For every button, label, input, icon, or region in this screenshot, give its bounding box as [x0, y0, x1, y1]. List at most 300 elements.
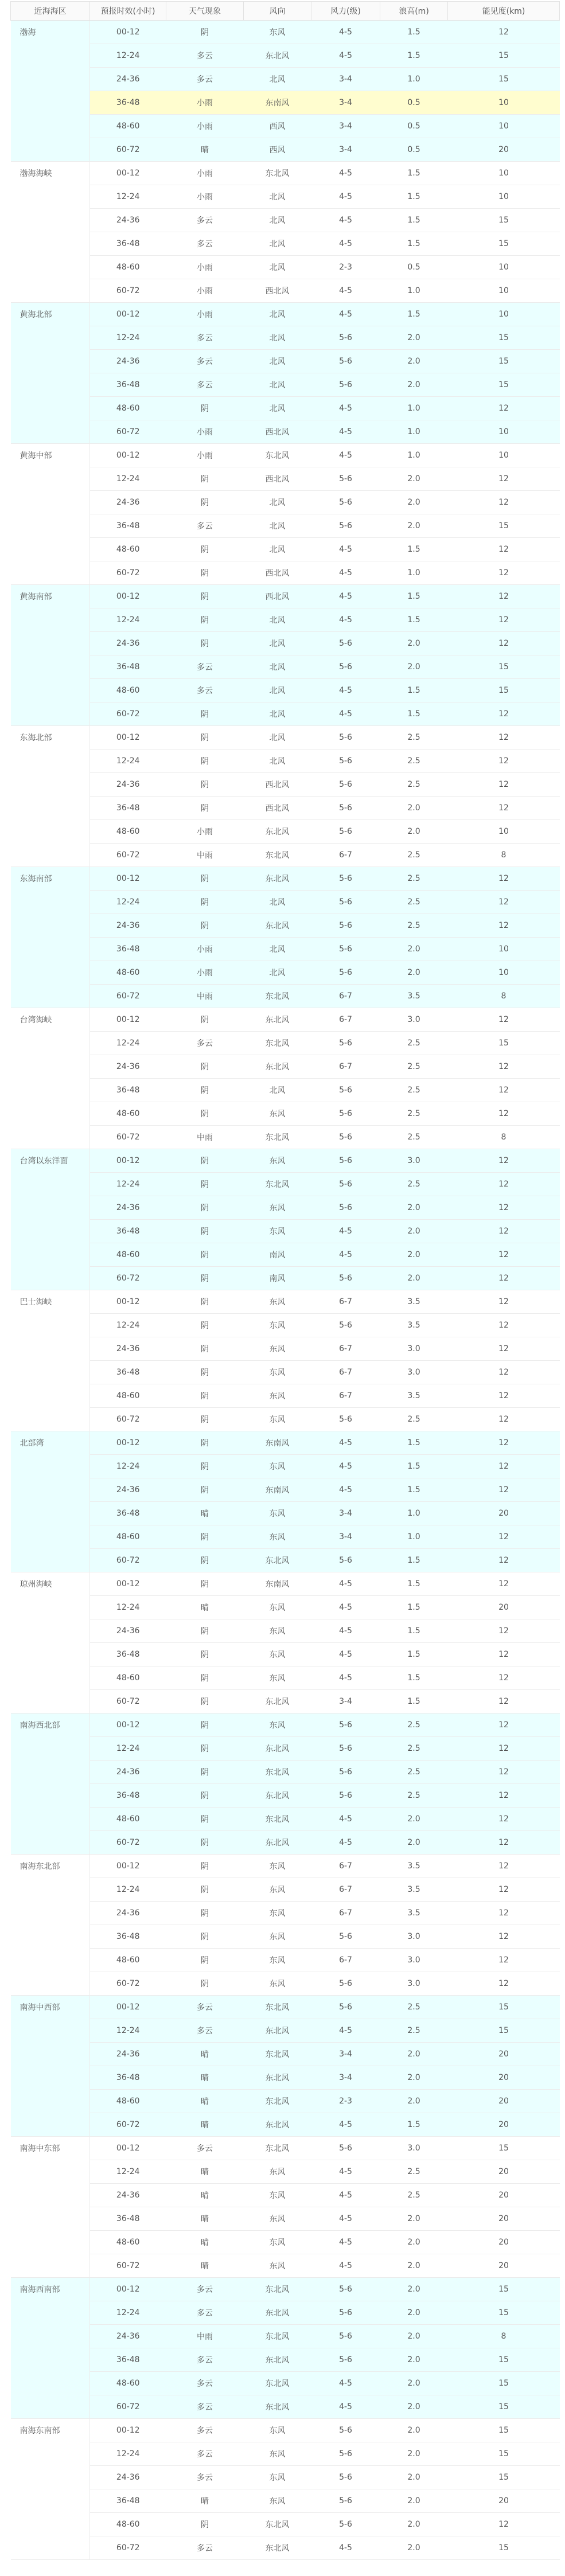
weather-cell: 阴: [166, 867, 244, 891]
sea-area-cell: 北部湾: [11, 1431, 90, 1572]
forecast-period-cell: 60-72: [90, 2113, 166, 2137]
table-row: [11, 1549, 560, 1572]
weather-cell: 晴: [166, 2254, 244, 2278]
wind-force-cell: 5-6: [311, 1737, 380, 1761]
visibility-cell: 12: [448, 1196, 560, 1220]
wind-force-cell: 5-6: [311, 632, 380, 655]
wind-force-cell: 5-6: [311, 1925, 380, 1949]
header-wind-force: 风力(级): [311, 2, 380, 21]
wind-direction-cell: 东北风: [244, 162, 311, 185]
weather-cell: 阴: [166, 1902, 244, 1925]
table-row: [11, 326, 560, 350]
forecast-period-cell: 12-24: [90, 608, 166, 632]
wind-direction-cell: 北风: [244, 938, 311, 961]
weather-cell: 阴: [166, 491, 244, 514]
forecast-period-cell: 24-36: [90, 2325, 166, 2348]
weather-cell: 多云: [166, 514, 244, 538]
wind-direction-cell: 东风: [244, 1314, 311, 1337]
wind-direction-cell: 北风: [244, 326, 311, 350]
weather-cell: 多云: [166, 2466, 244, 2489]
visibility-cell: 12: [448, 1972, 560, 1996]
wind-direction-cell: 东北风: [244, 2043, 311, 2066]
wave-height-cell: 1.5: [380, 209, 448, 232]
forecast-period-cell: 48-60: [90, 1666, 166, 1690]
visibility-cell: 15: [448, 2419, 560, 2442]
visibility-cell: 12: [448, 726, 560, 750]
table-row: [11, 2325, 560, 2348]
forecast-period-cell: 24-36: [90, 2043, 166, 2066]
table-row: [11, 1149, 560, 1173]
forecast-period-cell: 00-12: [90, 162, 166, 185]
table-row: [11, 1455, 560, 1478]
wind-force-cell: 5-6: [311, 2442, 380, 2466]
visibility-cell: 12: [448, 750, 560, 773]
weather-cell: 阴: [166, 1173, 244, 1196]
wind-force-cell: 5-6: [311, 1267, 380, 1290]
table-row: [11, 750, 560, 773]
wind-direction-cell: 东风: [244, 1455, 311, 1478]
wind-direction-cell: 西北风: [244, 585, 311, 608]
wave-height-cell: 1.5: [380, 1549, 448, 1572]
wave-height-cell: 3.0: [380, 1949, 448, 1972]
forecast-period-cell: 60-72: [90, 138, 166, 162]
sea-area-cell: 台湾以东洋面: [11, 1149, 90, 1290]
weather-cell: 多云: [166, 2419, 244, 2442]
wind-force-cell: 6-7: [311, 844, 380, 867]
forecast-period-cell: 00-12: [90, 1431, 166, 1455]
weather-cell: 多云: [166, 1996, 244, 2019]
weather-cell: 阴: [166, 1008, 244, 1032]
wave-height-cell: 3.5: [380, 1290, 448, 1314]
table-row: [11, 1079, 560, 1102]
wave-height-cell: 3.5: [380, 1902, 448, 1925]
wind-force-cell: 4-5: [311, 1478, 380, 1502]
forecast-period-cell: 60-72: [90, 279, 166, 303]
wave-height-cell: 2.5: [380, 1996, 448, 2019]
wind-direction-cell: 北风: [244, 256, 311, 279]
table-row: [11, 538, 560, 561]
table-row: [11, 938, 560, 961]
forecast-period-cell: 36-48: [90, 2348, 166, 2372]
forecast-period-cell: 48-60: [90, 2372, 166, 2395]
weather-cell: 多云: [166, 2278, 244, 2301]
wind-force-cell: 3-4: [311, 138, 380, 162]
wind-direction-cell: 西北风: [244, 561, 311, 585]
weather-cell: 阴: [166, 750, 244, 773]
wind-force-cell: 4-5: [311, 44, 380, 68]
wind-force-cell: 5-6: [311, 938, 380, 961]
wind-force-cell: 4-5: [311, 2184, 380, 2207]
weather-cell: 多云: [166, 2019, 244, 2043]
wind-direction-cell: 东北风: [244, 1784, 311, 1808]
forecast-period-cell: 12-24: [90, 1878, 166, 1902]
wind-direction-cell: 东北风: [244, 444, 311, 467]
sea-area-cell: 南海东北部: [11, 1855, 90, 1996]
header-visibility: 能见度(km): [448, 2, 560, 21]
forecast-period-cell: 00-12: [90, 585, 166, 608]
visibility-cell: 15: [448, 2301, 560, 2325]
weather-cell: 阴: [166, 1408, 244, 1431]
wind-force-cell: 4-5: [311, 1572, 380, 1596]
visibility-cell: 12: [448, 1149, 560, 1173]
visibility-cell: 12: [448, 561, 560, 585]
wind-force-cell: 3-4: [311, 115, 380, 138]
forecast-period-cell: 36-48: [90, 655, 166, 679]
wind-direction-cell: 北风: [244, 891, 311, 914]
forecast-period-cell: 60-72: [90, 702, 166, 726]
forecast-period-cell: 36-48: [90, 1925, 166, 1949]
wind-force-cell: 6-7: [311, 1949, 380, 1972]
forecast-period-cell: 12-24: [90, 1455, 166, 1478]
visibility-cell: 15: [448, 2278, 560, 2301]
visibility-cell: 8: [448, 985, 560, 1008]
table-row: [11, 256, 560, 279]
wave-height-cell: 2.0: [380, 938, 448, 961]
sea-area-cell: 南海东南部: [11, 2419, 90, 2560]
header-wave-height: 浪高(m): [380, 2, 448, 21]
wind-force-cell: 5-6: [311, 491, 380, 514]
weather-cell: 小雨: [166, 256, 244, 279]
visibility-cell: 15: [448, 350, 560, 373]
wave-height-cell: 3.0: [380, 1008, 448, 1032]
visibility-cell: 20: [448, 2207, 560, 2231]
weather-cell: 阴: [166, 608, 244, 632]
visibility-cell: 15: [448, 2466, 560, 2489]
wind-force-cell: 4-5: [311, 209, 380, 232]
wind-direction-cell: 东北风: [244, 2301, 311, 2325]
wind-force-cell: 5-6: [311, 2419, 380, 2442]
wave-height-cell: 2.0: [380, 632, 448, 655]
wave-height-cell: 0.5: [380, 91, 448, 115]
table-row: [11, 2395, 560, 2419]
visibility-cell: 12: [448, 1455, 560, 1478]
wind-direction-cell: 北风: [244, 961, 311, 985]
forecast-period-cell: 48-60: [90, 961, 166, 985]
wind-direction-cell: 北风: [244, 679, 311, 702]
table-row: [11, 1502, 560, 1525]
weather-cell: 阴: [166, 1079, 244, 1102]
visibility-cell: 12: [448, 1431, 560, 1455]
wave-height-cell: 1.5: [380, 538, 448, 561]
weather-cell: 阴: [166, 467, 244, 491]
weather-cell: 阴: [166, 1855, 244, 1878]
visibility-cell: 10: [448, 162, 560, 185]
forecast-period-cell: 24-36: [90, 68, 166, 91]
wind-direction-cell: 北风: [244, 514, 311, 538]
table-row: [11, 2278, 560, 2301]
visibility-cell: 10: [448, 115, 560, 138]
forecast-period-cell: 12-24: [90, 2442, 166, 2466]
wind-force-cell: 5-6: [311, 1972, 380, 1996]
forecast-period-cell: 00-12: [90, 2419, 166, 2442]
visibility-cell: 15: [448, 1996, 560, 2019]
table-row: [11, 1784, 560, 1808]
table-row: [11, 1972, 560, 1996]
visibility-cell: 12: [448, 491, 560, 514]
table-row: [11, 373, 560, 397]
forecast-period-cell: 60-72: [90, 1690, 166, 1714]
forecast-period-cell: 00-12: [90, 726, 166, 750]
wave-height-cell: 2.0: [380, 2489, 448, 2513]
wind-force-cell: 3-4: [311, 2066, 380, 2090]
wind-direction-cell: 东风: [244, 1714, 311, 1737]
wind-force-cell: 5-6: [311, 1196, 380, 1220]
table-row: [11, 1337, 560, 1361]
wave-height-cell: 2.5: [380, 1714, 448, 1737]
wind-direction-cell: 东北风: [244, 1173, 311, 1196]
weather-cell: 阴: [166, 1784, 244, 1808]
wind-direction-cell: 东北风: [244, 985, 311, 1008]
weather-cell: 小雨: [166, 91, 244, 115]
table-row: [11, 1619, 560, 1643]
wave-height-cell: 1.5: [380, 162, 448, 185]
wind-force-cell: 4-5: [311, 1643, 380, 1666]
wind-force-cell: 5-6: [311, 1549, 380, 1572]
forecast-period-cell: 00-12: [90, 1855, 166, 1878]
wind-force-cell: 5-6: [311, 467, 380, 491]
weather-cell: 阴: [166, 914, 244, 938]
weather-cell: 晴: [166, 1502, 244, 1525]
table-row: [11, 1008, 560, 1032]
forecast-period-cell: 36-48: [90, 797, 166, 820]
wind-direction-cell: 东风: [244, 1525, 311, 1549]
wind-force-cell: 5-6: [311, 2278, 380, 2301]
forecast-period-cell: 12-24: [90, 185, 166, 209]
wind-direction-cell: 西北风: [244, 420, 311, 444]
forecast-period-cell: 48-60: [90, 2513, 166, 2536]
forecast-period-cell: 00-12: [90, 1996, 166, 2019]
wind-force-cell: 5-6: [311, 750, 380, 773]
wind-direction-cell: 东风: [244, 1596, 311, 1619]
wave-height-cell: 0.5: [380, 138, 448, 162]
wind-direction-cell: 东北风: [244, 844, 311, 867]
wind-force-cell: 4-5: [311, 1431, 380, 1455]
wave-height-cell: 1.0: [380, 561, 448, 585]
wave-height-cell: 1.5: [380, 185, 448, 209]
table-row: [11, 68, 560, 91]
wind-force-cell: 4-5: [311, 679, 380, 702]
visibility-cell: 12: [448, 585, 560, 608]
wind-force-cell: 6-7: [311, 1008, 380, 1032]
weather-cell: 阴: [166, 1055, 244, 1079]
wind-direction-cell: 东北风: [244, 2019, 311, 2043]
weather-cell: 阴: [166, 1666, 244, 1690]
wind-direction-cell: 北风: [244, 491, 311, 514]
wind-force-cell: 4-5: [311, 2536, 380, 2560]
table-row: [11, 679, 560, 702]
visibility-cell: 15: [448, 68, 560, 91]
forecast-period-cell: 48-60: [90, 115, 166, 138]
table-row: [11, 1102, 560, 1126]
wind-force-cell: 3-4: [311, 2043, 380, 2066]
visibility-cell: 12: [448, 1290, 560, 1314]
weather-cell: 多云: [166, 68, 244, 91]
wind-direction-cell: 北风: [244, 702, 311, 726]
visibility-cell: 15: [448, 2348, 560, 2372]
forecast-period-cell: 60-72: [90, 1972, 166, 1996]
wind-force-cell: 5-6: [311, 1173, 380, 1196]
wave-height-cell: 2.0: [380, 2301, 448, 2325]
weather-cell: 阴: [166, 1267, 244, 1290]
wind-force-cell: 4-5: [311, 2231, 380, 2254]
forecast-period-cell: 24-36: [90, 1619, 166, 1643]
wind-direction-cell: 北风: [244, 397, 311, 420]
forecast-period-cell: 60-72: [90, 985, 166, 1008]
wave-height-cell: 3.0: [380, 1972, 448, 1996]
table-row: [11, 209, 560, 232]
visibility-cell: 20: [448, 2066, 560, 2090]
wind-direction-cell: 东风: [244, 2160, 311, 2184]
wind-force-cell: 5-6: [311, 1102, 380, 1126]
wave-height-cell: 2.0: [380, 2466, 448, 2489]
table-row: [11, 1643, 560, 1666]
forecast-period-cell: 36-48: [90, 232, 166, 256]
weather-cell: 阴: [166, 1455, 244, 1478]
table-row: [11, 350, 560, 373]
weather-cell: 小雨: [166, 420, 244, 444]
forecast-period-cell: 12-24: [90, 1032, 166, 1055]
forecast-period-cell: 60-72: [90, 1549, 166, 1572]
forecast-period-cell: 00-12: [90, 444, 166, 467]
wind-direction-cell: 西北风: [244, 797, 311, 820]
wind-force-cell: 5-6: [311, 797, 380, 820]
wind-force-cell: 4-5: [311, 1596, 380, 1619]
weather-cell: 阴: [166, 1619, 244, 1643]
table-row: [11, 1220, 560, 1243]
table-row: [11, 1596, 560, 1619]
wind-direction-cell: 东风: [244, 2184, 311, 2207]
visibility-cell: 15: [448, 2442, 560, 2466]
forecast-period-cell: 24-36: [90, 1196, 166, 1220]
forecast-period-cell: 24-36: [90, 914, 166, 938]
wind-direction-cell: 北风: [244, 655, 311, 679]
wave-height-cell: 2.0: [380, 2372, 448, 2395]
wave-height-cell: 3.5: [380, 1314, 448, 1337]
visibility-cell: 12: [448, 538, 560, 561]
forecast-period-cell: 24-36: [90, 209, 166, 232]
wind-force-cell: 4-5: [311, 444, 380, 467]
visibility-cell: 12: [448, 914, 560, 938]
forecast-period-cell: 36-48: [90, 938, 166, 961]
wave-height-cell: 1.5: [380, 1619, 448, 1643]
visibility-cell: 12: [448, 1337, 560, 1361]
forecast-period-cell: 60-72: [90, 2536, 166, 2560]
wave-height-cell: 2.5: [380, 2160, 448, 2184]
wind-direction-cell: 东北风: [244, 1126, 311, 1149]
wind-force-cell: 4-5: [311, 2254, 380, 2278]
wind-force-cell: 5-6: [311, 326, 380, 350]
table-row: [11, 655, 560, 679]
wind-force-cell: 6-7: [311, 1878, 380, 1902]
weather-cell: 晴: [166, 2043, 244, 2066]
wind-force-cell: 5-6: [311, 373, 380, 397]
weather-cell: 多云: [166, 44, 244, 68]
wind-direction-cell: 西风: [244, 138, 311, 162]
wave-height-cell: 2.0: [380, 350, 448, 373]
table-row: [11, 491, 560, 514]
wind-direction-cell: 东北风: [244, 1737, 311, 1761]
visibility-cell: 12: [448, 797, 560, 820]
forecast-period-cell: 48-60: [90, 2231, 166, 2254]
wind-force-cell: 6-7: [311, 1361, 380, 1384]
weather-cell: 晴: [166, 2090, 244, 2113]
table-row: [11, 1384, 560, 1408]
wind-direction-cell: 东风: [244, 1220, 311, 1243]
wind-direction-cell: 东北风: [244, 2113, 311, 2137]
visibility-cell: 12: [448, 1737, 560, 1761]
wind-force-cell: 5-6: [311, 867, 380, 891]
table-row: [11, 1525, 560, 1549]
forecast-period-cell: 24-36: [90, 2184, 166, 2207]
forecast-period-cell: 00-12: [90, 1572, 166, 1596]
table-row: [11, 1408, 560, 1431]
wave-height-cell: 2.0: [380, 1196, 448, 1220]
weather-cell: 多云: [166, 679, 244, 702]
visibility-cell: 12: [448, 1784, 560, 1808]
table-row: [11, 1737, 560, 1761]
visibility-cell: 15: [448, 679, 560, 702]
wave-height-cell: 1.0: [380, 1525, 448, 1549]
visibility-cell: 12: [448, 1925, 560, 1949]
wave-height-cell: 1.5: [380, 303, 448, 326]
table-row: [11, 2043, 560, 2066]
visibility-cell: 12: [448, 1267, 560, 1290]
forecast-period-cell: 60-72: [90, 1267, 166, 1290]
visibility-cell: 10: [448, 279, 560, 303]
weather-cell: 小雨: [166, 961, 244, 985]
wind-direction-cell: 东北风: [244, 1761, 311, 1784]
weather-cell: 中雨: [166, 985, 244, 1008]
wind-direction-cell: 东风: [244, 2207, 311, 2231]
visibility-cell: 15: [448, 2372, 560, 2395]
visibility-cell: 20: [448, 2489, 560, 2513]
wave-height-cell: 2.0: [380, 1267, 448, 1290]
table-row: [11, 1478, 560, 1502]
forecast-period-cell: 36-48: [90, 91, 166, 115]
wind-force-cell: 5-6: [311, 514, 380, 538]
forecast-period-cell: 00-12: [90, 867, 166, 891]
visibility-cell: 10: [448, 91, 560, 115]
wave-height-cell: 2.0: [380, 1831, 448, 1855]
weather-cell: 多云: [166, 232, 244, 256]
wave-height-cell: 3.0: [380, 1149, 448, 1173]
wind-direction-cell: 北风: [244, 303, 311, 326]
weather-cell: 多云: [166, 2536, 244, 2560]
visibility-cell: 12: [448, 2513, 560, 2536]
wind-direction-cell: 东北风: [244, 2513, 311, 2536]
sea-area-cell: 黄海南部: [11, 585, 90, 726]
weather-cell: 阴: [166, 1549, 244, 1572]
table-row: [11, 185, 560, 209]
wave-height-cell: 2.0: [380, 961, 448, 985]
weather-cell: 阴: [166, 1384, 244, 1408]
wave-height-cell: 1.0: [380, 420, 448, 444]
visibility-cell: 20: [448, 1502, 560, 1525]
weather-cell: 阴: [166, 702, 244, 726]
header-sea-area: 近海海区: [11, 2, 90, 21]
wave-height-cell: 1.5: [380, 1666, 448, 1690]
table-row: [11, 797, 560, 820]
table-row: [11, 1361, 560, 1384]
table-row: [11, 844, 560, 867]
wind-force-cell: 5-6: [311, 961, 380, 985]
wind-force-cell: 6-7: [311, 1855, 380, 1878]
visibility-cell: 12: [448, 1761, 560, 1784]
wave-height-cell: 1.0: [380, 68, 448, 91]
wave-height-cell: 1.5: [380, 1690, 448, 1714]
weather-cell: 多云: [166, 326, 244, 350]
wind-force-cell: 6-7: [311, 985, 380, 1008]
